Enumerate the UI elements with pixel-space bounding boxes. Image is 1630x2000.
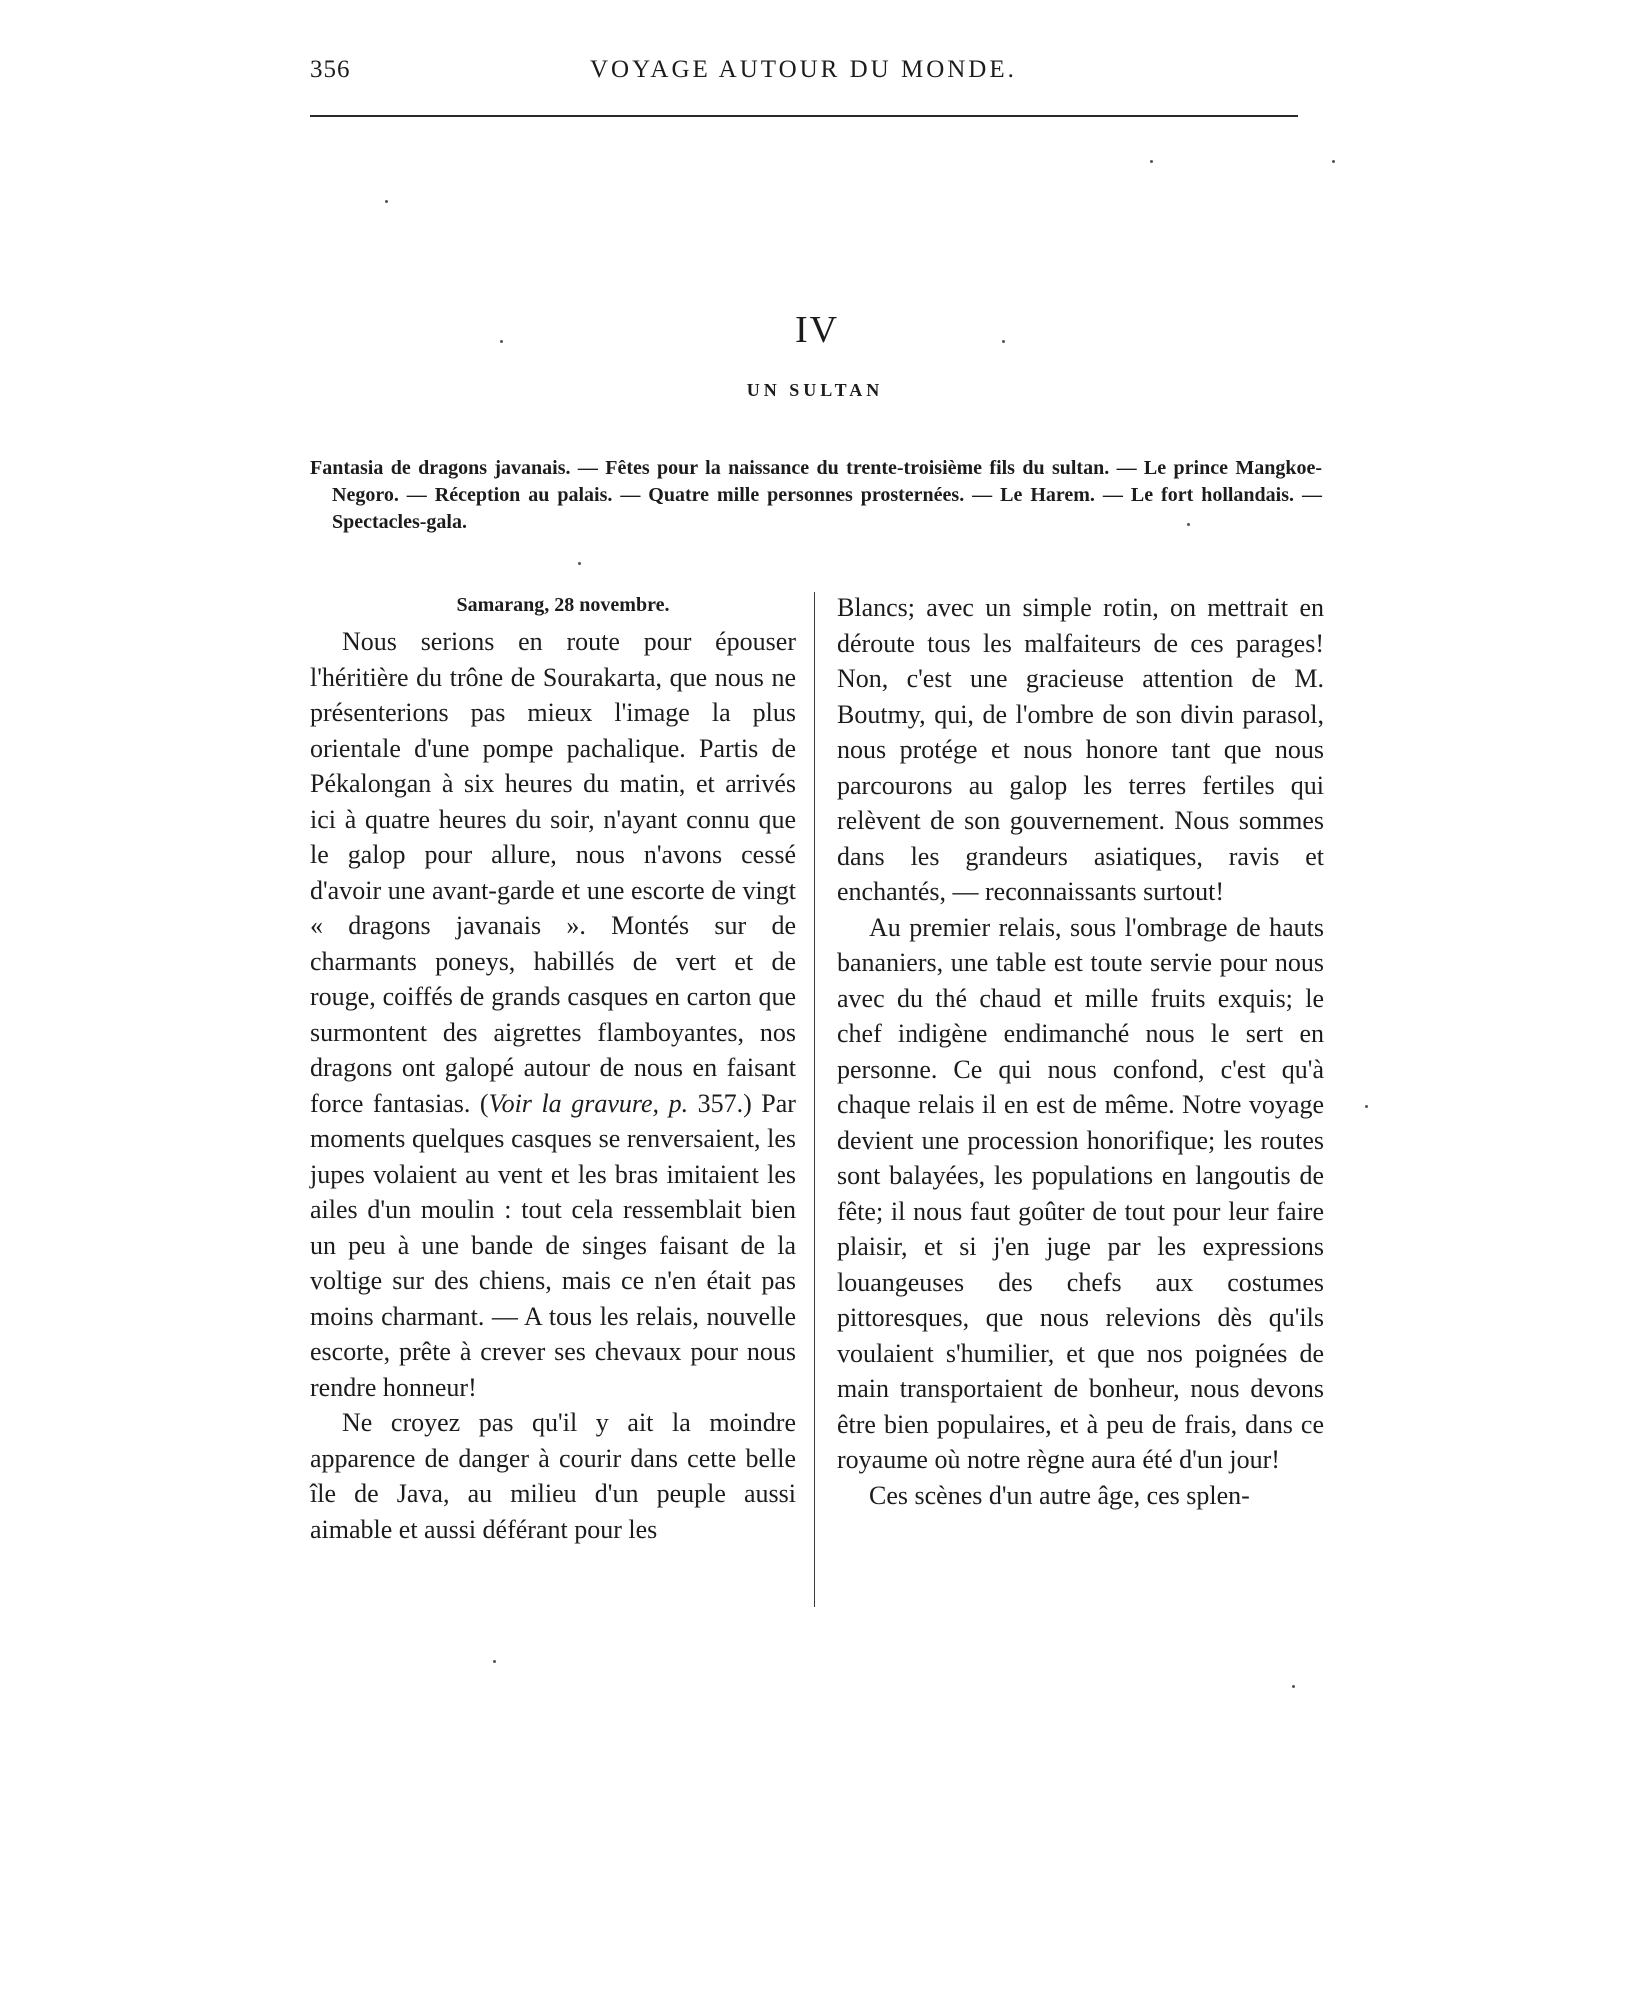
print-speck [1150, 160, 1153, 163]
paragraph: Au premier relais, sous l'ombrage de hauts bananiers, une table est toute servie pour nous avec du thé chaud et mille fruits exquis; le chef indigène endimanché nous le sert en personne. Ce qui nous confond, c'est qu'à chaque relais il en est de même. Notre voyage devient une procession honorifique; les routes sont balayées, les populations en langoutis de fête; il nous faut goûter de tout pour leur faire plaisir, et si j'en juge par les expressions louangeuses des chefs aux costumes pittoresques, que nous relevions dès qu'ils voulaient s'humilier, et que nos poignées de main transportaient de bonheur, nous devons être bien populaires, et à peu de frais, dans ce royaume où notre règne aura été d'un jour! [837, 912, 1324, 1474]
print-speck [578, 562, 581, 565]
print-speck [1292, 1685, 1295, 1688]
chapter-summary-text: Fantasia de dragons javanais. — Fêtes pour la naissance du trente-troisième fils du sultan. — Le prince Mangkoe-Negoro. — Réception au palais. — Quatre mille personnes prosternées. — Le Harem. — Le fort hollandais. — Spectacles-gala. [310, 457, 1322, 533]
print-speck [500, 340, 503, 343]
plate-reference: Voir la gravure, p. [488, 1088, 689, 1118]
print-speck [1187, 523, 1190, 526]
chapter-title: UN SULTAN [746, 380, 884, 400]
paragraph: Blancs; avec un simple rotin, on mettrait en déroute tous les malfaiteurs de ces parages! Non, c'est une gracieuse attention de M. Boutmy, qui, de l'ombre de son divin parasol, nous protége et nous honore tant que nous parcourons au galop les terres fertiles qui relèvent de son gouvernement. Nous sommes dans les grandeurs asiatiques, ravis et enchantés, — reconnaissants surtout! [837, 593, 1324, 906]
paragraph: Ces scènes d'un autre âge, ces splen- [869, 1480, 1250, 1510]
page-number: 356 [310, 56, 351, 83]
print-speck [1332, 160, 1335, 163]
right-column [837, 590, 1324, 1513]
paragraph-text: Nous serions en route pour épouser l'héritière du trône de Sourakarta, que nous ne présenterions pas mieux l'image la plus orientale d'une pompe pachalique. Partis de Pékalongan à six heures du matin, et arrivés ici à quatre heures du soir, n'ayant connu que le galop pour allure, nous n'avons cessé d'avoir une avant-garde et une escorte de vingt « dragons javanais ». Montés sur de charmants poneys, habillés de vert et de rouge, coiffés de grands casques en carton que surmontent des aigrettes flamboyantes, nos dragons ont galopé autour de nous en faisant force fantasias. ( [310, 627, 796, 1118]
print-speck [493, 1660, 496, 1663]
column-divider [814, 592, 815, 1607]
dateline: Samarang, 28 novembre. [456, 594, 670, 616]
chapter-summary [310, 455, 1322, 536]
header-rule [310, 115, 1298, 117]
paragraph [310, 624, 796, 1405]
plate-reference-page: 357.) [688, 1088, 752, 1118]
running-title: VOYAGE AUTOUR DU MONDE. [590, 56, 1017, 83]
print-speck [385, 200, 388, 203]
chapter-number: IV [794, 309, 840, 351]
print-speck [1002, 340, 1005, 343]
left-column [310, 590, 796, 1547]
paragraph: Ne croyez pas qu'il y ait la moindre apparence de danger à courir dans cette belle île de Java, au milieu d'un peuple aussi aimable et aussi déférant pour les [310, 1408, 796, 1544]
paragraph-text: Par moments quelques casques se renversaient, les jupes volaient au vent et les bras imitaient les ailes d'un moulin : tout cela ressemblait bien un peu à une bande de singes faisant de la voltige sur des chiens, mais ce n'en était pas moins charmant. — A tous les relais, nouvelle escorte, prête à crever ses chevaux pour nous rendre honneur! [310, 1088, 796, 1402]
print-speck [1365, 1105, 1368, 1108]
